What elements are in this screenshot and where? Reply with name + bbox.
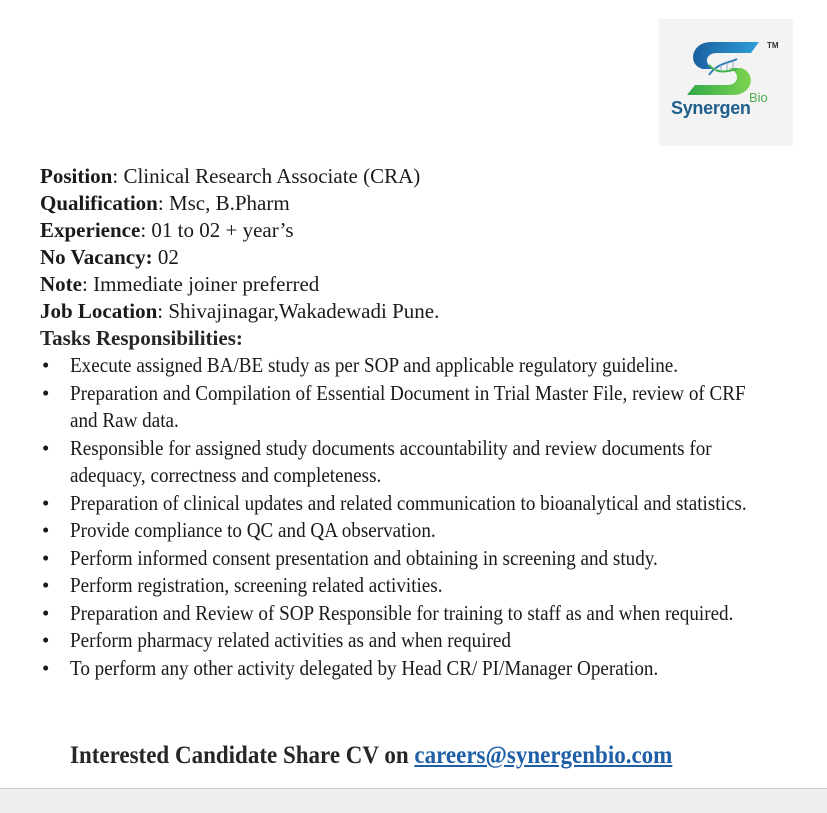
list-item: • Perform informed consent presentation and obtaining in screening and study. (40, 545, 827, 573)
job-details (40, 163, 439, 352)
bullet-icon: • (42, 435, 50, 460)
list-item: • Preparation and Compilation of Essential Document in Trial Master File, review of CRF and Raw data. (42, 380, 746, 432)
list-item: • Preparation and Review of SOP Responsible for training to staff as and when required. (40, 600, 827, 628)
list-item: • Perform pharmacy related activities as and when required (40, 627, 827, 655)
company-logo (659, 19, 793, 146)
field-qualification: Qualification: Msc, B.Pharm (40, 191, 290, 215)
bullet-icon: • (42, 655, 50, 680)
bullet-icon: • (42, 545, 50, 570)
list-item: • Provide compliance to QC and QA observation. (40, 517, 827, 545)
tasks-heading: Tasks Responsibilities: (40, 326, 243, 350)
bullet-icon: • (42, 600, 50, 625)
call-to-action (70, 742, 672, 770)
bullet-icon: • (42, 353, 50, 377)
list-item: • Responsible for assigned study documents accountability and review documents for adequacy, correctness and completeness. (42, 435, 712, 487)
field-note: Note: Immediate joiner preferred (40, 272, 320, 296)
field-job-location: Job Location: Shivajinagar,Wakadewadi Pune. (40, 299, 440, 323)
logo-suffix: Bio (749, 90, 768, 105)
trademark-mark: TM (767, 41, 779, 50)
field-vacancy: No Vacancy: 02 (40, 245, 179, 269)
synergen-s-icon (659, 19, 793, 99)
cta-text: Interested Candidate Share CV on (70, 742, 415, 769)
list-item: • Perform registration, screening related activities. (40, 572, 827, 600)
logo-wordmark: Synergen (671, 98, 751, 118)
bullet-icon: • (42, 518, 50, 542)
bullet-icon: • (42, 490, 50, 515)
field-position: Position: Clinical Research Associate (CRA) (40, 164, 421, 188)
email-link[interactable]: careers@synergenbio.com (414, 742, 673, 769)
footer-bar (0, 788, 827, 813)
bullet-icon: • (42, 380, 50, 405)
tasks-list (40, 352, 827, 682)
bullet-icon: • (42, 573, 50, 597)
bullet-icon: • (42, 628, 50, 652)
list-item: • Preparation of clinical updates and related communication to bioanalytical and statistics. (40, 490, 827, 518)
list-item: • Execute assigned BA/BE study as per SOP and applicable regulatory guideline. (40, 352, 827, 380)
field-experience: Experience: 01 to 02 + year’s (40, 218, 294, 242)
list-item: • To perform any other activity delegated by Head CR/ PI/Manager Operation. (40, 655, 827, 683)
